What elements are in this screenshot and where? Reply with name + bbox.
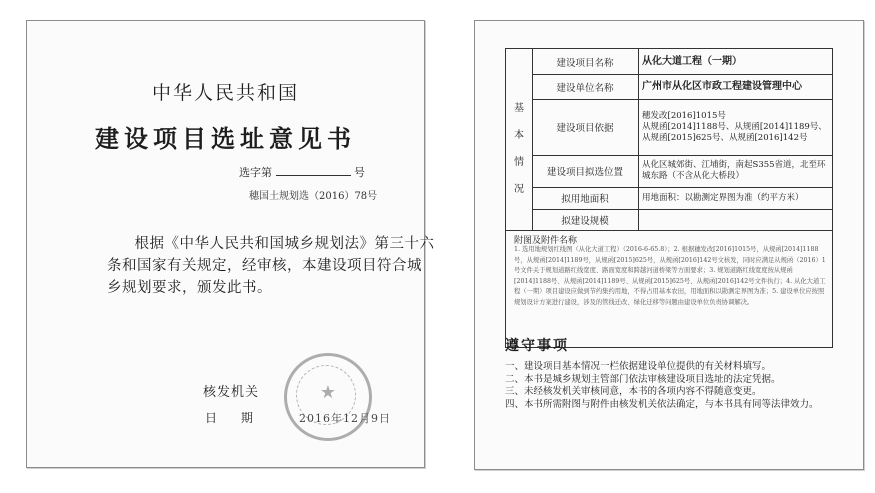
notice-item: 二、本书是城乡规划主管部门依法审核建设项目选址的法定凭据。: [505, 373, 781, 385]
country-name: 中华人民共和国: [151, 82, 299, 104]
document-title: 建设项目选址意见书: [95, 124, 356, 153]
attachments-title: 附图及附件名称: [514, 236, 578, 246]
land-area-value: 用地面积：以勘测定界图为准（约平方米）: [642, 192, 804, 203]
project-basis-value: [642, 99, 830, 155]
row-label: 拟用地面积: [532, 187, 639, 209]
notice-list: [505, 361, 845, 411]
issuer-label: 核发机关: [203, 385, 260, 400]
row-label: 建设项目依据: [532, 99, 639, 155]
side-label-char: 本: [514, 130, 524, 141]
table-row: [532, 49, 832, 75]
number-blank: [276, 165, 351, 176]
document-number-row: [239, 164, 419, 180]
row-label: 建设项目名称: [532, 49, 639, 74]
row-label: 拟建设规模: [532, 209, 639, 230]
table-row: [532, 187, 832, 210]
issue-date: 2016年12月9日: [299, 412, 391, 425]
notice-title: 遵守事项: [505, 338, 569, 354]
table-row: [532, 155, 832, 188]
project-name-value: 从化大道工程（一期）: [642, 56, 742, 67]
side-label-char: 基: [514, 103, 524, 114]
project-details-page: [474, 20, 864, 470]
number-suffix: 号: [354, 166, 365, 179]
builder-name-value: 广州市从化区市政工程建设管理中心: [642, 81, 802, 92]
notice-item: 三、未经核发机关审核同意，本书的各项内容不得随意变更。: [505, 386, 762, 397]
side-label-char: 况: [514, 184, 524, 195]
notice-item: 一、建设项目基本情况一栏依据建设单位提供的有关材料填写。: [505, 361, 772, 372]
scale-value: [642, 209, 830, 230]
basic-info-side-label: [506, 49, 533, 230]
attachments-section: [505, 229, 833, 348]
date-label: 日 期: [205, 411, 263, 425]
basis-line: 从规函[2014]1188号、从规函[2014]1189号、从规函[2015]625号、从规函[2016]142号: [642, 121, 827, 143]
certificate-body-text: 根据《中华人民共和国城乡规划法》第三十六条和国家有关规定，经审核，本建设项目符合城乡规划要求，颁发此书。: [107, 236, 435, 296]
table-row: [532, 209, 832, 230]
table-row: [532, 99, 832, 156]
official-seal-stamp: [284, 353, 372, 441]
table-row: [532, 74, 832, 100]
notice-item: 四、本书所需附图与附件由核发机关依法确定，与本书具有同等法律效力。: [505, 398, 819, 410]
location-line: 从化区城郊街、江埔街，南起S355省道，北至环城东路（不含从化大桥段）: [642, 160, 826, 181]
certificate-cover-page: [26, 20, 435, 468]
side-label-char: 情: [514, 157, 524, 168]
row-label: 建设项目拟选位置: [532, 155, 639, 187]
proposed-location-value: [642, 155, 830, 187]
number-prefix: 选字第: [239, 166, 272, 179]
row-label: 建设单位名称: [532, 74, 639, 99]
seal-star-icon: ★: [319, 382, 337, 403]
basis-line: 穗发改[2016]1015号: [642, 110, 726, 121]
attachments-text: 1. 选用地规划红线图（从化大道工程）（2016-6-65.8）；2. 根据穗发改[2016]1015号，从规函[2014]1188号，从规函[2014]1189号，从规函[2015]625号，从规函[2016]142号文核发，同时应满足从规函（2016）1号文件关于规划道路红线宽度、路面宽度和跨越河道桥梁等方面要求；3. 规划道路红线宽度按从规函[2014]1188号、从规函[2014]1189号、从规函[2015]625号、从规函[2016]142号文件执行；4. 从化大道工程（一期）项目建设应做到节约集约用地，不得占用基本农田，用地面积以勘测定界图为准；5. 建设单位应按照规划设计方案进行建设，涉及的管线迁改、绿化迁移等问题由建设单位负责协调解决。: [514, 246, 826, 306]
reference-number: 穗国土规划选（2016）78号: [249, 191, 378, 202]
basic-info-table: [505, 48, 833, 231]
